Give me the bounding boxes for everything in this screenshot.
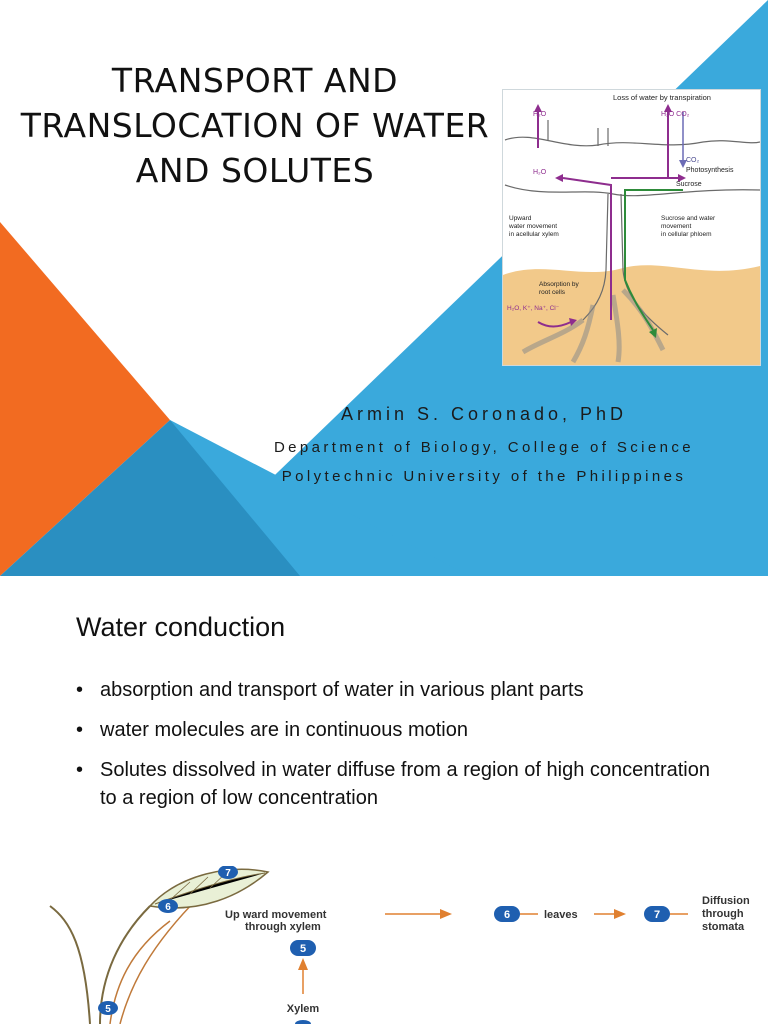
figure-xylem-label-2: water movement — [509, 223, 558, 230]
figure-co2: CO₂ — [686, 157, 700, 164]
plant-transport-figure — [503, 90, 760, 365]
figure-absorption-label-1: Absorption by — [539, 281, 579, 288]
bullet-icon: • — [76, 719, 84, 741]
diffusion-label-3: stomata — [702, 921, 745, 933]
water-conduction-slide — [0, 576, 768, 1024]
slide-title — [10, 58, 500, 193]
figure-h2o-left: H₂O — [533, 169, 547, 176]
leaves-label: leaves — [544, 909, 578, 921]
upward-label-2: through xylem — [245, 921, 321, 933]
vertical-step-5: 5 — [299, 943, 307, 955]
plant-transport-diagram — [503, 90, 760, 365]
diffusion-label-2: through — [702, 908, 744, 920]
step-badge-6 — [158, 899, 178, 913]
title-line-2: TRANSLOCATION OF WATER — [20, 106, 490, 145]
bullet-text: absorption and transport of water in various plant parts — [100, 679, 584, 701]
upward-label-1: Up ward movement — [225, 909, 327, 921]
step-7-label: 7 — [225, 868, 231, 879]
flow-step-6: 6 — [503, 909, 511, 921]
bullet-item — [76, 716, 716, 744]
figure-phloem-label-2: movement — [661, 223, 692, 230]
figure-h2o-co2: H₂O CO₂ — [661, 111, 690, 118]
figure-photosynthesis: Photosynthesis — [686, 167, 734, 174]
figure-xylem-label-3: in acellular xylem — [509, 231, 559, 238]
bullet-text: Solutes dissolved in water diffuse from a region of high concentration to a region of low concentration — [100, 759, 710, 809]
figure-ions: H₂O, K⁺, Na⁺, Cl⁻ — [507, 305, 560, 312]
bullet-list — [76, 676, 716, 824]
vertical-badge-5 — [290, 940, 316, 956]
flow-badge-6 — [494, 906, 520, 922]
flow-step-7: 7 — [653, 909, 661, 921]
bullet-icon: • — [76, 679, 84, 701]
bullet-icon: • — [76, 759, 84, 781]
bullet-item — [76, 676, 716, 704]
figure-top-label: Loss of water by transpiration — [613, 93, 711, 102]
figure-absorption-label-2: root cells — [539, 289, 566, 296]
title-line-1: TRANSPORT AND — [111, 61, 399, 100]
step-badge-5 — [98, 1001, 118, 1015]
author-name: Armin S. Coronado, PhD — [340, 404, 628, 424]
figure-sucrose: Sucrose — [676, 181, 702, 188]
diffusion-label-1: Diffusion — [702, 895, 750, 907]
step-5-label: 5 — [105, 1004, 111, 1015]
bullet-text: water molecules are in continuous motion — [100, 719, 468, 741]
figure-phloem-label-3: in cellular phloem — [661, 231, 712, 238]
slide-heading: Water conduction — [76, 612, 286, 642]
figure-h2o-left-top: H₂O — [533, 111, 547, 118]
department: Department of Biology, College of Science — [273, 439, 695, 456]
xylem-label: Xylem — [286, 1003, 320, 1015]
bullet-item — [76, 756, 716, 812]
water-flow-diagram — [40, 866, 768, 1024]
figure-phloem-label-1: Sucrose and water — [661, 215, 716, 222]
university: Polytechnic University of the Philippines — [281, 468, 687, 485]
figure-xylem-label-1: Upward — [509, 215, 532, 222]
step-6-label: 6 — [165, 902, 171, 913]
flow-badge-7 — [644, 906, 670, 922]
title-line-3: AND SOLUTES — [135, 151, 375, 190]
